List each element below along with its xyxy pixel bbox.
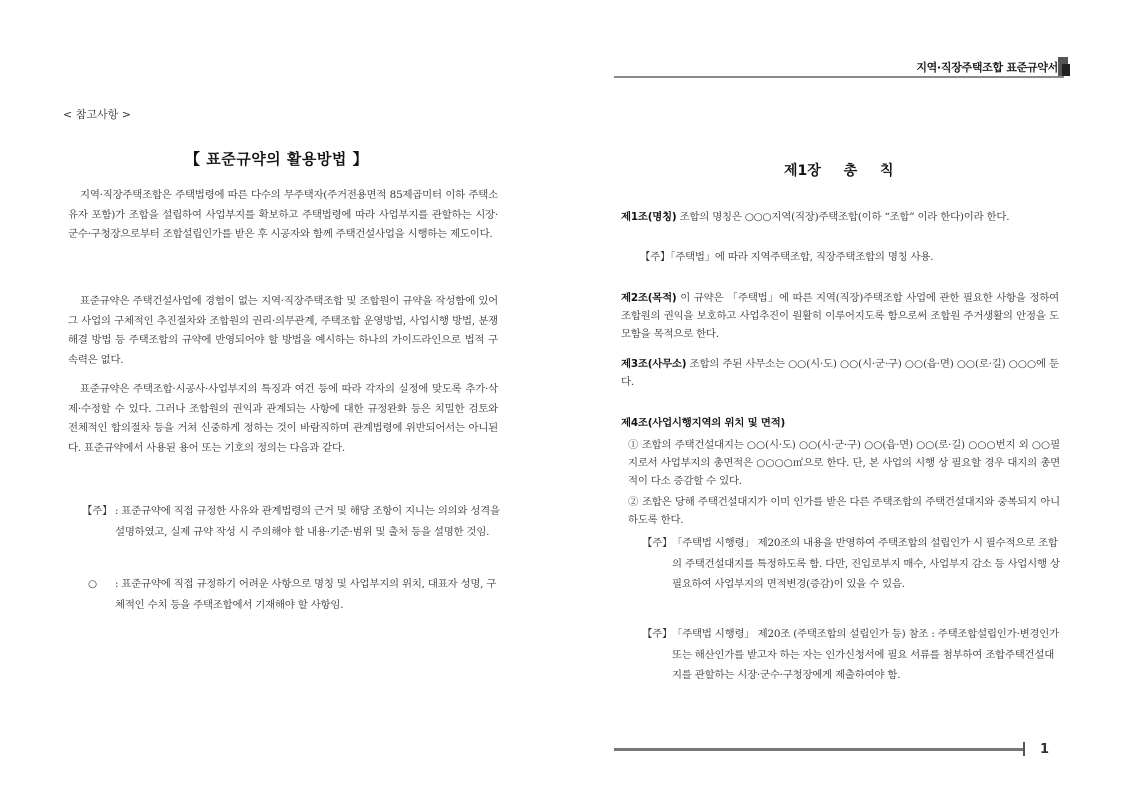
article-1 xyxy=(621,208,1059,226)
article-1-text: 조합의 명칭은 ○○○지역(직장)주택조합(이하 “조합” 이라 한다)이라 한다. xyxy=(676,211,1010,223)
intro-paragraph-2: 표준규약은 주택건설사업에 경험이 없는 지역·직장주택조합 및 조합원이 규약을 작성함에 있어 그 사업의 구체적인 추진절차와 조합원의 권리·의무관계, 주택조합 운영방법, 사업시행 방법, 분쟁해결 방법 등 주택조합의 규약에 반영되어야 할 방법을 예시하는 하나의 가이드라인으로 법적 구속력은 없다. xyxy=(68,295,498,366)
article-4-note-2 xyxy=(642,624,1060,686)
legend-note-tag: 【주】 xyxy=(82,505,113,517)
note-text: 「주택법 시행령」 제20조의 내용을 반영하여 주택조합의 설립인가 시 필수적으로 조합의 주택건설대지를 특정하도록 함. 다만, 진입로부지 매수, 사업부지 감소 등 사업시행 상 필요하여 사업부지의 면적변경(증감)이 있을 수 있음. xyxy=(672,537,1060,590)
article-4-clause-2: ② 조합은 당해 주택건설대지가 이미 인가를 받은 다른 주택조합의 주택건설대지와 중복되지 아니하도록 한다. xyxy=(628,496,1060,526)
article-2-text: 이 규약은 「주택법」에 따른 지역(직장)주택조합 사업에 관한 필요한 사항을 정하여 조합원의 권익을 보호하고 사업추진이 원활히 이루어지도록 함으로써 조합원 주거생활의 안정을 도모함을 목적으로 한다. xyxy=(621,292,1059,340)
page-number: 1 xyxy=(1040,742,1050,757)
article-4-heading: 제4조(사업시행지역의 위치 및 면적) xyxy=(621,417,786,429)
article-3-heading: 제3조(사무소) xyxy=(621,358,687,370)
header-rule xyxy=(614,76,1064,78)
footer-tick xyxy=(1023,742,1025,756)
header-marker-black xyxy=(1062,64,1070,76)
left-page-title: 【 표준규약의 활용방법 】 xyxy=(185,150,369,168)
intro-paragraph-1: 지역·직장주택조합은 주택법령에 따른 다수의 무주택자(주거전용면적 85제곱미터 이하 주택소유자 포함)가 조합을 설립하여 사업부지를 확보하고 주택법령에 따라 사업부지를 관할하는 시장·군수·구청장으로부터 조합설립인가를 받은 후 시공자와 함께 주택건설사업을 시행하는 제도이다. xyxy=(68,189,498,240)
article-4-note-1 xyxy=(642,533,1060,595)
legend-circle-tag: ○ xyxy=(88,578,97,590)
note-tag: 【주】 xyxy=(642,628,673,640)
document-header-title: 지역·직장주택조합 표준규약서 xyxy=(916,61,1058,74)
intro-paragraph-3: 표준규약은 주택조합·시공사·사업부지의 특징과 여건 등에 따라 각자의 실정에 맞도록 추가·삭제·수정할 수 있다. 그러나 조합원의 권익과 관계되는 사항에 대한 규정완화 등은 치밀한 검토와 전체적인 합의절차 등을 거쳐 신중하게 정하는 것이 바람직하며 관계법령에 위반되어서는 아니된다. 표준규약에서 사용된 용어 또는 기호의 정의는 다음과 같다. xyxy=(68,383,498,454)
article-3-text: 조합의 주된 사무소는 ○○(시·도) ○○(시·군·구) ○○(읍·면) ○○(로·길) ○○○에 둔다. xyxy=(621,358,1059,388)
article-2-heading: 제2조(목적) xyxy=(621,292,677,304)
legend-note-item xyxy=(82,501,502,542)
article-2 xyxy=(621,289,1059,343)
article-3 xyxy=(621,355,1059,391)
article-4-clause-1: ① 조합의 주택건설대지는 ○○(시·도) ○○(시·군·구) ○○(읍·면) ○○(로·길) ○○○번지 외 ○○필지로서 사업부지의 총면적은 ○○○○㎡으로 한다. 단, 본 사업의 시행 상 필요할 경우 대지의 총면적이 다소 증감할 수 있다. xyxy=(628,439,1060,487)
note-text: 「주택법 시행령」 제20조 (주택조합의 설립인가 등) 참조 : 주택조합설립인가·변경인가 또는 해산인가를 받고자 하는 자는 인가신청서에 필요 서류를 첨부하여 조합주택건설대지를 관할하는 시장·군수·구청장에게 제출하여야 함. xyxy=(672,628,1059,681)
legend-circle-text: : 표준규약에 직접 규정하기 어려운 사항으로 명칭 및 사업부지의 위치, 대표자 성명, 구체적인 수치 등을 주택조합에서 기재해야 할 사항임. xyxy=(115,578,497,611)
chapter-title: 제1장 총 칙 xyxy=(784,163,894,179)
article-1-heading: 제1조(명칭) xyxy=(621,211,677,223)
article-1-note: 【주】「주택법」에 따라 지역주택조합, 직장주택조합의 명칭 사용. xyxy=(640,251,934,263)
note-tag: 【주】 xyxy=(642,537,673,549)
footer-rule xyxy=(614,748,1024,751)
legend-note-text: : 표준규약에 직접 규정한 사유와 관계법령의 근거 및 해당 조항이 지니는 의의와 성격을 설명하였고, 실제 규약 작성 시 주의해야 할 내용·기준·범위 및 출처 등을 설명한 것임. xyxy=(115,505,500,538)
legend-circle-item xyxy=(82,574,502,615)
reference-note-label: < 참고사항 > xyxy=(63,108,131,121)
